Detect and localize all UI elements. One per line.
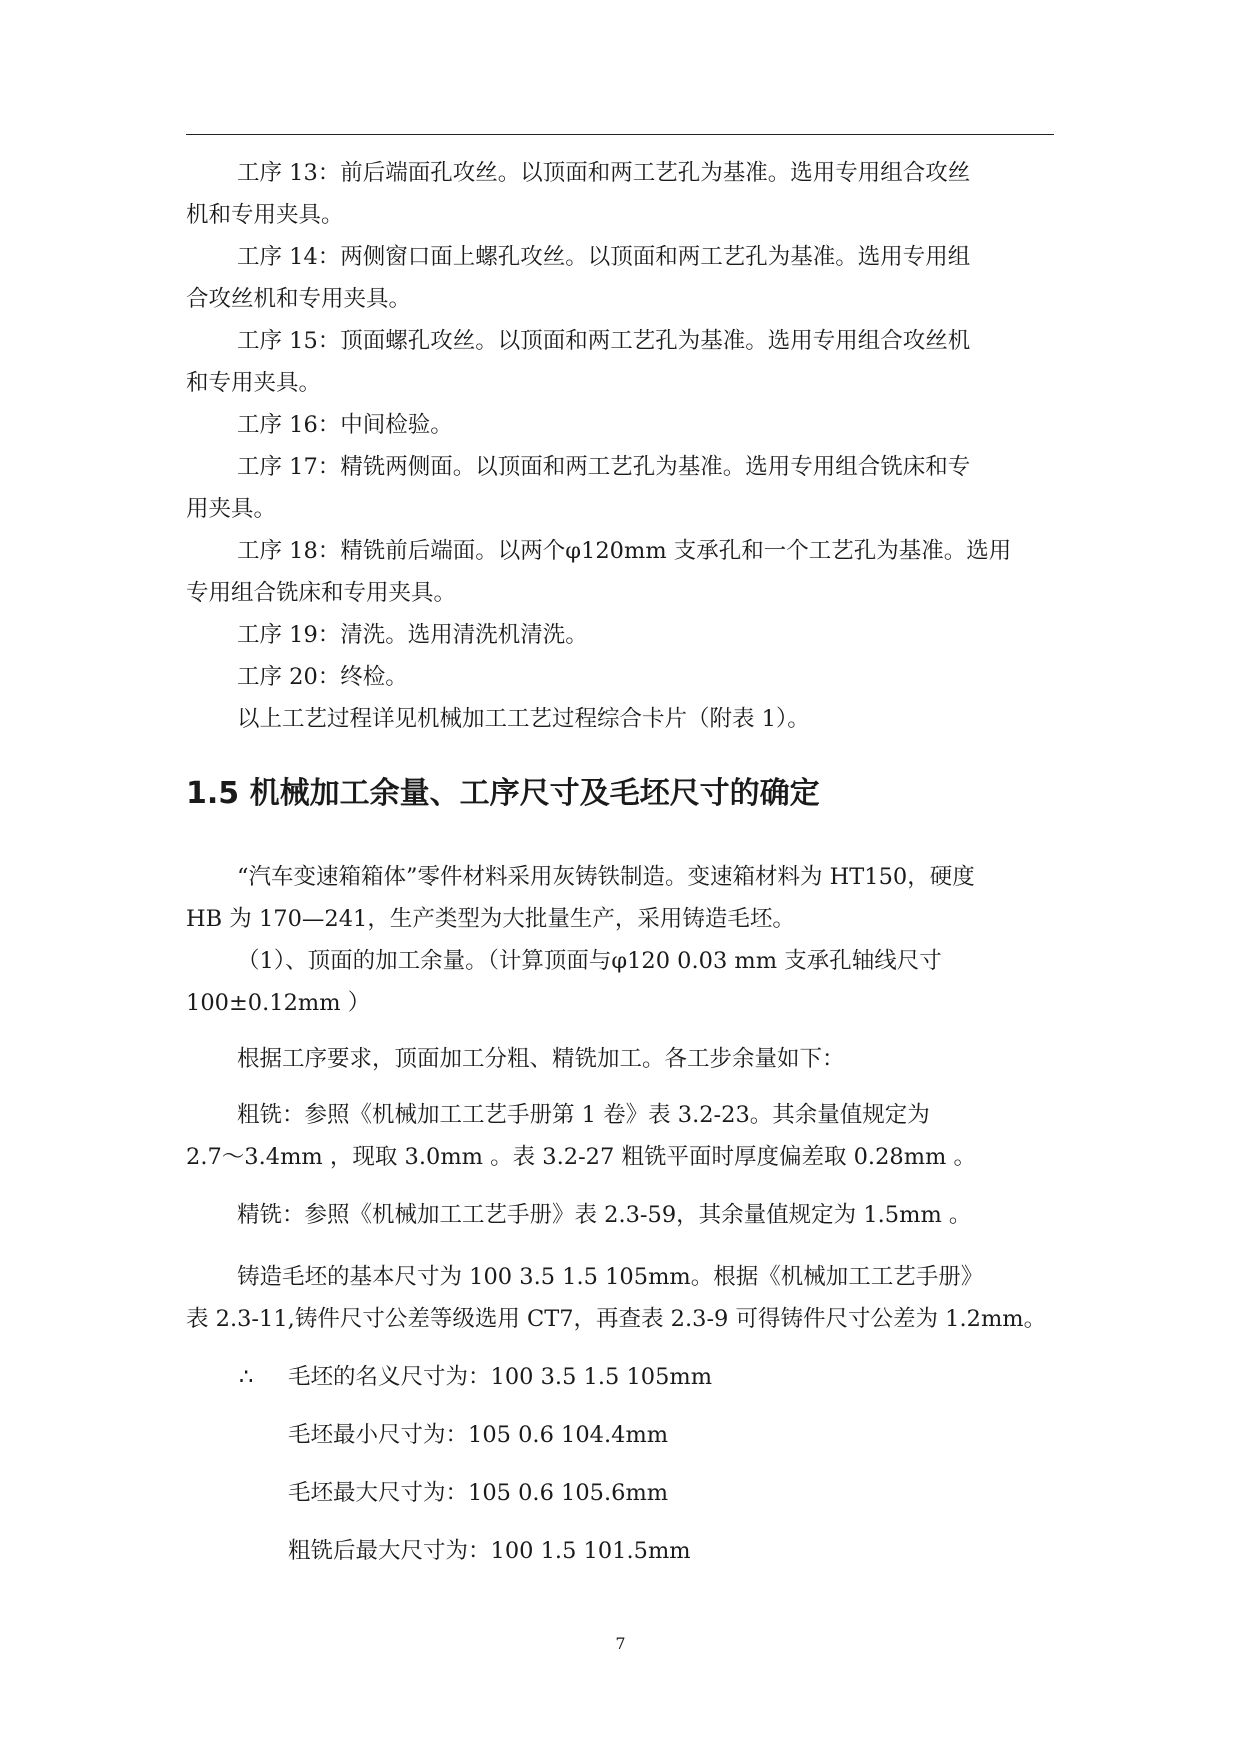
- process-step-17-line-2: 用夹具。: [186, 496, 277, 522]
- process-step-14-line-2: 合攻丝机和专用夹具。: [186, 286, 412, 312]
- process-step-15-line-2: 和专用夹具。: [186, 370, 322, 396]
- casting-blank-line-1: 铸造毛坯的基本尺寸为 100 3.5 1.5 105mm。根据《机械加工工艺手册》: [237, 1264, 984, 1290]
- process-step-18-line-1: 工序 18：精铣前后端面。以两个φ120mm 支承孔和一个工艺孔为基准。选用: [237, 538, 1012, 564]
- rough-milling-line-1: 粗铣：参照《机械加工工艺手册第 1 卷》表 3.2-23。其余量值规定为: [237, 1102, 930, 1128]
- process-step-18-line-2: 专用组合铣床和专用夹具。: [186, 580, 457, 606]
- top-face-allowance-line-1: （1）、顶面的加工余量。（计算顶面与φ120 0.03 mm 支承孔轴线尺寸: [237, 948, 942, 974]
- rough-milling-line-2: 2.7～3.4mm ，现取 3.0mm 。表 3.2-27 粗铣平面时厚度偏差取 0.28mm 。: [186, 1144, 977, 1170]
- section-heading: 1.5 机械加工余量、工序尺寸及毛坯尺寸的确定: [186, 776, 820, 811]
- top-face-allowance-line-2: 100±0.12mm ）: [186, 990, 371, 1016]
- process-step-13-line-1: 工序 13：前后端面孔攻丝。以顶面和两工艺孔为基准。选用专用组合攻丝: [237, 160, 971, 186]
- therefore-symbol: ∴: [239, 1364, 254, 1390]
- blank-nominal-size: 毛坯的名义尺寸为：100 3.5 1.5 105mm: [288, 1364, 713, 1390]
- process-requirement: 根据工序要求，顶面加工分粗、精铣加工。各工步余量如下：: [237, 1046, 845, 1072]
- blank-max-size: 毛坯最大尺寸为：105 0.6 105.6mm: [288, 1480, 669, 1506]
- process-step-14-line-1: 工序 14：两侧窗口面上螺孔攻丝。以顶面和两工艺孔为基准。选用专用组: [237, 244, 971, 270]
- header-rule: [186, 134, 1054, 135]
- finish-milling: 精铣：参照《机械加工工艺手册》表 2.3-59，其余量值规定为 1.5mm 。: [237, 1202, 972, 1228]
- blank-min-size: 毛坯最小尺寸为：105 0.6 104.4mm: [288, 1422, 669, 1448]
- process-step-13-line-2: 机和专用夹具。: [186, 202, 344, 228]
- rough-milling-max-size: 粗铣后最大尺寸为：100 1.5 101.5mm: [288, 1538, 691, 1564]
- material-paragraph-line-2: HB 为 170—241，生产类型为大批量生产，采用铸造毛坯。: [186, 906, 795, 932]
- page-number: 7: [615, 1634, 626, 1653]
- process-step-19: 工序 19：清洗。选用清洗机清洗。: [237, 622, 588, 648]
- material-paragraph-line-1: “汽车变速箱箱体”零件材料采用灰铸铁制造。变速箱材料为 HT150，硬度: [237, 864, 975, 890]
- process-step-17-line-1: 工序 17：精铣两侧面。以顶面和两工艺孔为基准。选用专用组合铣床和专: [237, 454, 971, 480]
- process-summary: 以上工艺过程详见机械加工工艺过程综合卡片（附表 1）。: [237, 706, 810, 732]
- process-step-15-line-1: 工序 15：顶面螺孔攻丝。以顶面和两工艺孔为基准。选用专用组合攻丝机: [237, 328, 971, 354]
- process-step-20: 工序 20：终检。: [237, 664, 408, 690]
- process-step-16: 工序 16：中间检验。: [237, 412, 453, 438]
- casting-blank-line-2: 表 2.3-11,铸件尺寸公差等级选用 CT7，再查表 2.3-9 可得铸件尺寸公差为 1.2mm。: [186, 1306, 1047, 1332]
